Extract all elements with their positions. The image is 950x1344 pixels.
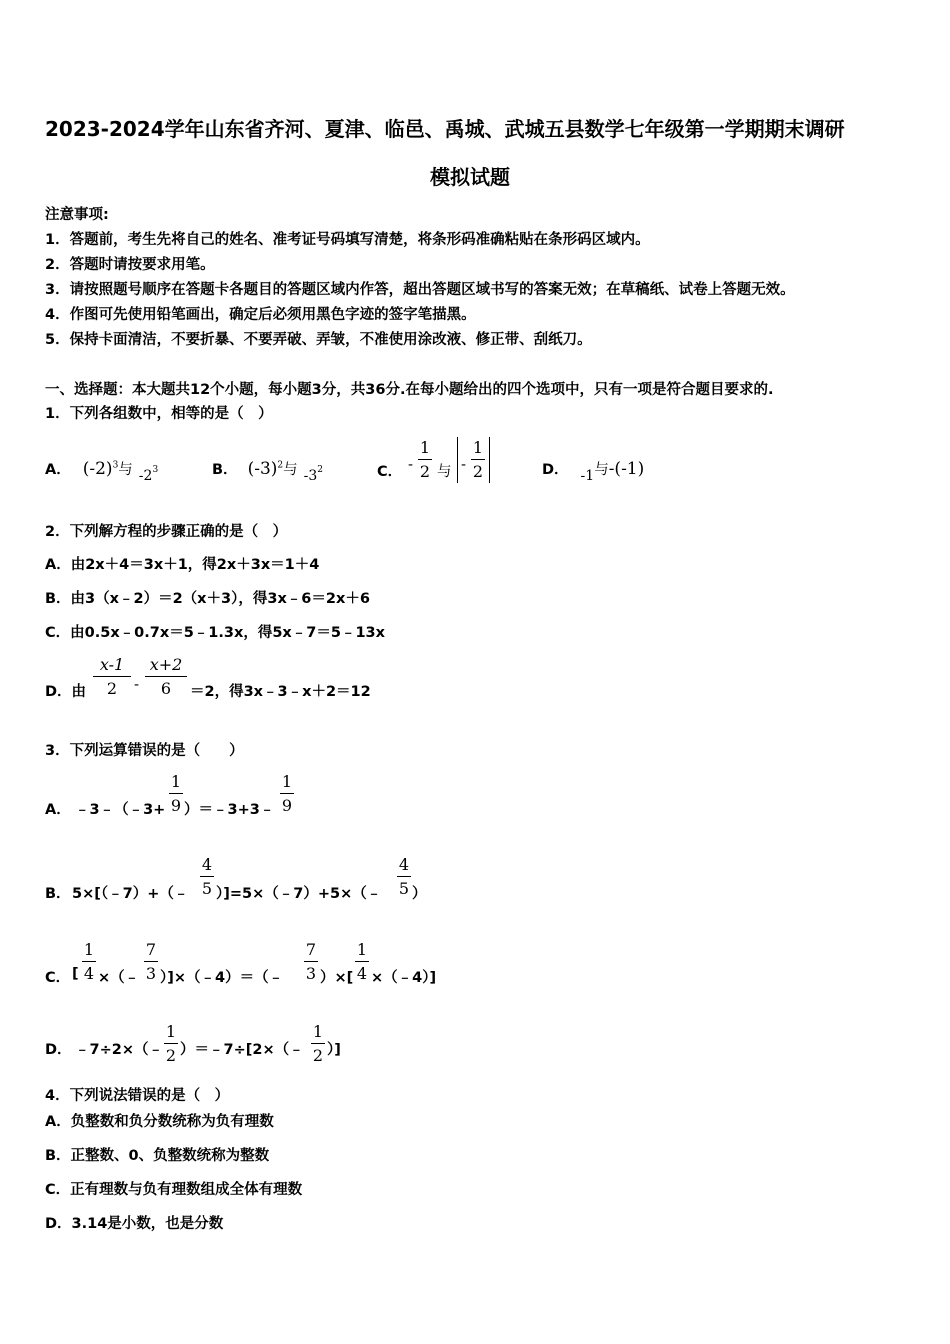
option-label: D． [542,462,569,478]
with-text: 与 [118,462,133,478]
fraction: 7 3 [145,940,157,983]
page-title-line2: 模拟试题 [430,165,510,189]
question-2-stem: 2．下列解方程的步骤正确的是（ ） [45,524,288,540]
q3-c-text: ×（﹣4）] [371,970,437,986]
note-item: 2．答题时请按要求用笔。 [45,257,215,273]
notes-heading: 注意事项: [45,207,109,223]
fraction: 1 4 [83,940,95,983]
q3-c-text: ）×[ [320,970,354,986]
fraction: 1 2 [472,438,484,481]
fraction: 1 4 [356,940,368,983]
minus-sign: - [461,455,467,473]
fraction: 1 9 [281,772,293,815]
fraction: 1 2 [419,438,431,481]
expr: -(-1) [608,459,645,479]
exponent: 3 [152,464,159,475]
option-label: B． [212,462,238,478]
q3-b-text: ） [412,886,427,902]
q3-option-a-label: A． [45,802,71,818]
q3-d-text: ﹣7÷2×（﹣ [75,1042,163,1058]
exponent: 2 [317,464,323,475]
question-3-stem: 3．下列运算错误的是（ ） [45,743,244,759]
q3-b-text: ）]=5×（﹣7）+5×（﹣ [216,886,382,902]
q3-c-text: ×（﹣ [98,970,140,986]
question-4-stem: 4．下列说法错误的是（ ） [45,1088,230,1104]
fraction: 1 9 [170,772,182,815]
fraction: 4 5 [398,855,410,898]
fraction: x+2 6 [145,657,187,697]
fraction: x-1 2 [93,657,131,697]
note-item: 4．作图可先使用铅笔画出，确定后必须用黑色字迹的签字笔描黑。 [45,307,476,323]
q3-c-text: ）]×（﹣4）＝（﹣ [160,970,284,986]
q3-option-c-label: C． [45,970,71,986]
q2-option-c: C．由0.5x﹣0.7x＝5﹣1.3x，得5x﹣7＝5﹣13x [45,625,385,641]
q1-option-b [212,458,323,484]
note-item: 5．保持卡面清洁，不要折暴、不要弄破、弄皱，不准使用涂改液、修正带、刮纸刀。 [45,332,592,348]
q1-option-c-label: C． [377,464,403,480]
q2-option-a: A．由2x＋4＝3x＋1，得2x＋3x＝1＋4 [45,557,320,573]
question-1-stem: 1．下列各组数中，相等的是（ ） [45,406,273,422]
section-heading: 一、选择题：本大题共12个小题，每小题3分，共36分.在每小题给出的四个选项中，只有一项是符合题目要求的. [45,382,774,398]
abs-bar-right [489,437,490,483]
q3-option-b-label: B． [45,886,71,902]
expr: -2 [138,468,153,484]
fraction: 1 2 [165,1022,177,1065]
q3-d-text: ）＝﹣7÷[2×（﹣ [180,1042,304,1058]
abs-bar-left [457,437,458,483]
q3-option-d-label: D． [45,1042,72,1058]
q2-option-b: B．由3（x﹣2）＝2（x＋3），得3x﹣6＝2x＋6 [45,591,370,607]
q1-option-d [542,458,645,484]
with-text: 与 [283,462,298,478]
q3-b-text: 5×[（﹣7）+（﹣ [72,886,189,902]
note-item: 1．答题前，考生先将自己的姓名、准考证号码填写清楚，将条形码准确粘贴在条形码区域内。 [45,232,650,248]
q4-option-d: D．3.14是小数，也是分数 [45,1216,224,1232]
exponent: 2 [277,460,284,471]
expr: -1 [580,468,595,484]
q3-c-text: [ [72,966,79,982]
minus-sign: - [408,455,414,473]
expr: (-3) [247,459,278,479]
q4-option-a: A．负整数和负分数统称为负有理数 [45,1114,274,1130]
q3-d-text: ）] [327,1042,341,1058]
q2-option-d-tail: ＝2，得3x﹣3﹣x＋2＝12 [190,684,371,700]
option-label: A． [45,462,71,478]
q1-option-a [45,458,159,484]
fraction: 1 2 [312,1022,324,1065]
q3-a-text: ）＝﹣3+3﹣ [184,802,275,818]
with-text: 与 [437,464,452,480]
q4-option-b: B．正整数、0、负整数统称为整数 [45,1148,270,1164]
expr: -3 [303,468,318,484]
note-item: 3．请按照题号顺序在答题卡各题目的答题区域内作答，超出答题区域书写的答案无效；在草稿纸、试卷上答题无效。 [45,282,795,298]
expr: (-2) [82,459,113,479]
page-title-line1: 2023-2024学年山东省齐河、夏津、临邑、禹城、武城五县数学七年级第一学期期末调研 [45,117,845,141]
with-text: 与 [594,462,609,478]
q4-option-c: C．正有理数与负有理数组成全体有理数 [45,1182,303,1198]
q2-option-d-label: D．由 [45,684,87,700]
q3-a-text: ﹣3﹣（﹣3+ [75,802,166,818]
exponent: 3 [112,460,119,471]
minus-sign: - [134,675,140,693]
fraction: 7 3 [305,940,317,983]
fraction: 4 5 [201,855,213,898]
